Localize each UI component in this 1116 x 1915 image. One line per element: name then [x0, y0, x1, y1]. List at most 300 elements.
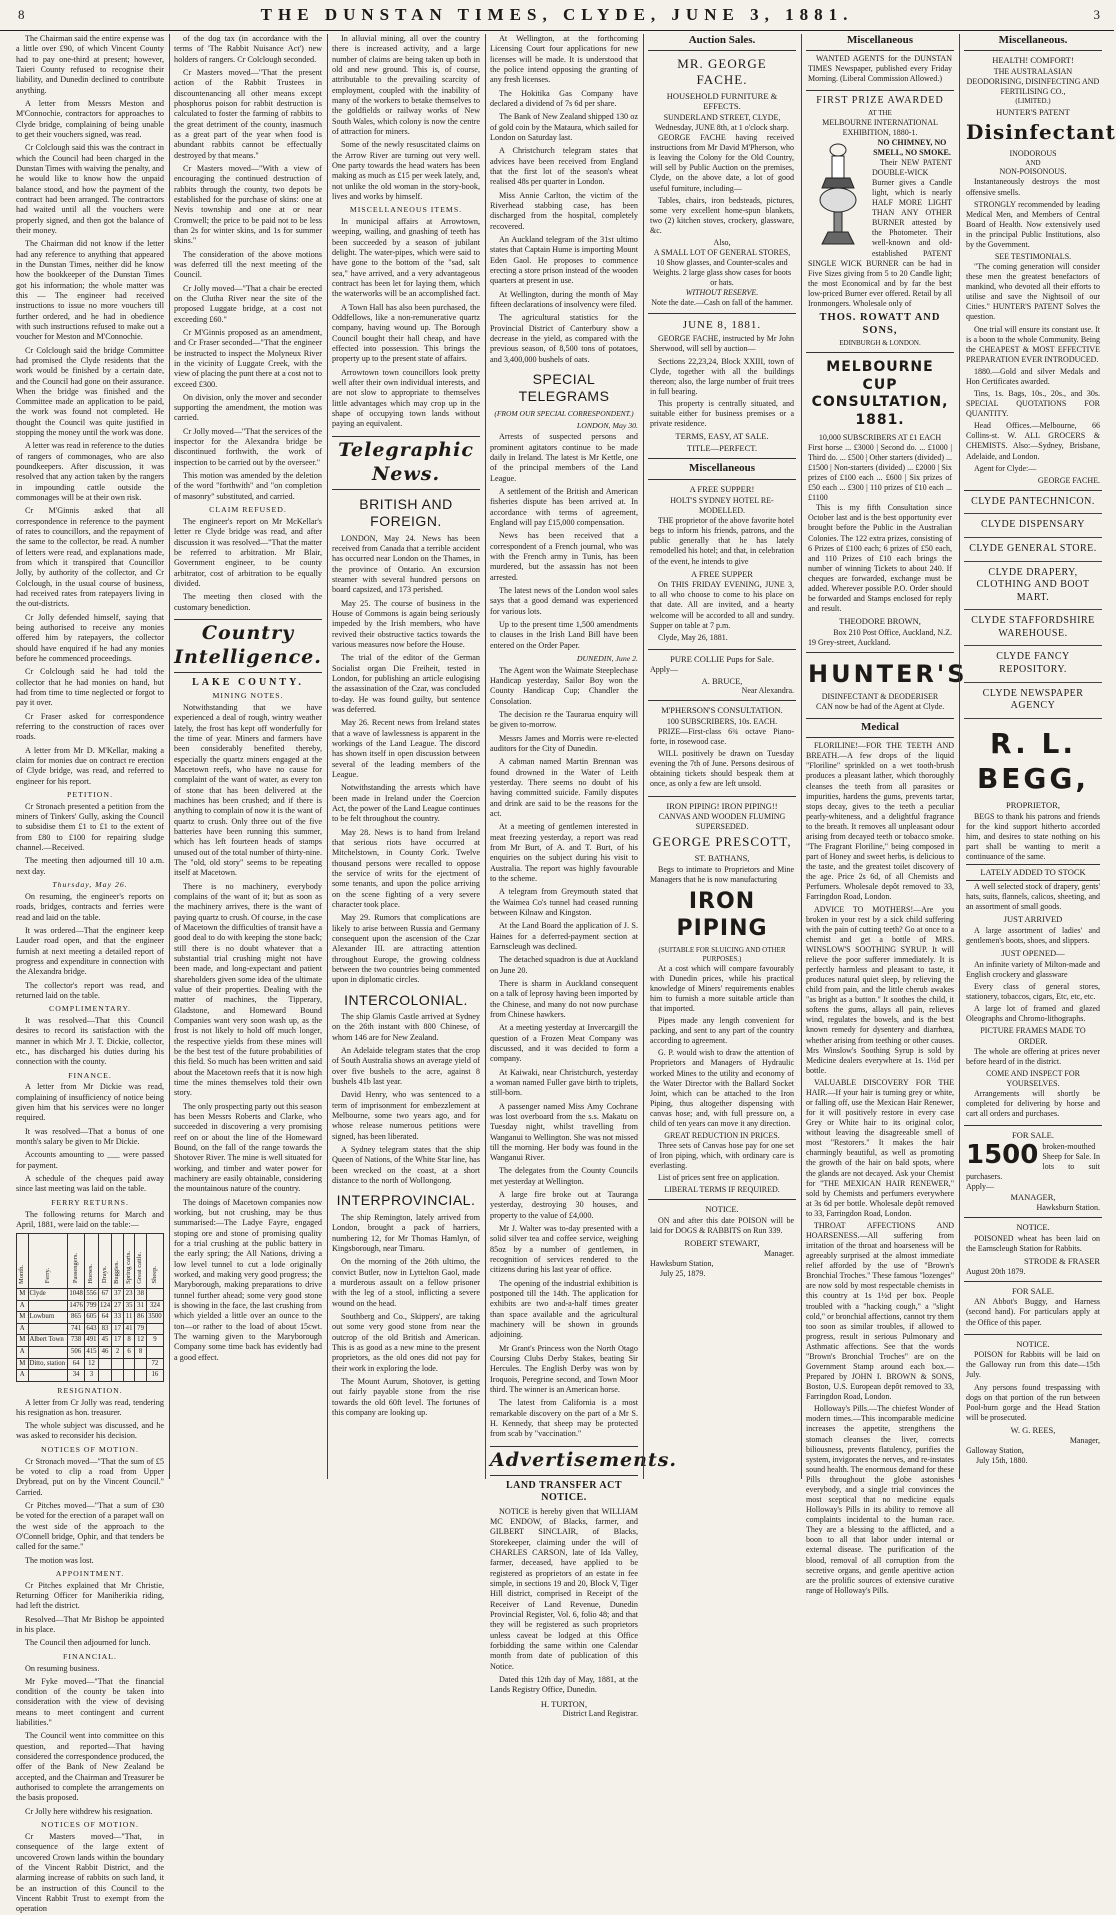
ad-text: MANAGER, — [1010, 1192, 1056, 1203]
subheading-claim-refused: CLAIM REFUSED. — [209, 505, 287, 515]
paragraph: In alluvial mining, all over the country there is increased activity, and a large number of claims are being taken up both in old and new ground. This is, of course, attributable to the prevailing scarcity of employment, coupled with the inability of many of the workers to betake themselves to the goldfields or railway works of New South Wales, which colony is now the centre of attraction for miners. — [332, 34, 480, 136]
table-cell: 67 — [98, 1289, 112, 1301]
paragraph: The meeting then adjourned till 10 a.m. next day. — [16, 856, 164, 876]
paragraph: A letter from Mr Dickie was read, complaining of insufficiency of notice being given him that his services were no longer required. — [16, 1082, 164, 1123]
store-name: CLYDE STAFFORDSHIRE WAREHOUSE. — [964, 610, 1102, 646]
ad-title: FOR SALE. — [1011, 1130, 1055, 1141]
section-head-auction: Auction Sales. — [648, 34, 796, 51]
paragraph: The doings of Macetown companies now working, but not crushing, may be thus summarised:—The Ladye Fayre, engaged stoping ore and stone of promising quality for a trial crushing at the public battery in the early spring; the All Nations, driving a low level tunnel to cut a lode originally worked, and making very good progress; the Maryborough, making preparations to drive tunnel further ahead; some very good stone is showing in the face, the last crushing from which yielded a little over an ounce to the ton—or rather to the load of about 15cwt. The warning given to the Maryborough Company some time back has evidently had a good effect. — [174, 1197, 322, 1362]
ad-advertiser: GEORGE PRESCOTT, — [652, 834, 792, 850]
paragraph: The following returns for March and April, 1881, were laid on the table:— — [16, 1209, 164, 1229]
table-cell: 33 — [112, 1312, 124, 1324]
table-cell: 2 — [112, 1347, 124, 1359]
ferry-returns-table — [16, 1233, 164, 1382]
ad-text: FLORILINE!—FOR THE TEETH AND BREATH.—A few drops of the liquid "Floriline" sprinkled on a wet tooth-brush produces a pleasant lather, which thoroughly cleanses the teeth from all parasites or impurities, hardens the gums, prevents tartar, stops decay, gives to the teeth a peculiar pearly-whiteness, and a delightful fragrance to the breath. It removes all unpleasant odour arising from decayed teeth or tobacco smoke. "The Fragrant Floriline," being composed in part of Honey and sweet herbs, is delicious to the taste, and the greatest toilet discovery of the age. Price 2s 6d, of all Chemists and Perfumers. Wholesale depôt removed to 33, Farringdon Road, London. — [806, 741, 954, 902]
ad-text: At a cost which will compare favourably with Dunedin prices, while his practical knowledge of Miners' requirements enables him to furnish a more suitable article than that imported. — [650, 963, 794, 1014]
subheading-motions: NOTICES OF MOTION. — [41, 1444, 139, 1454]
ad-subtitle: CANVAS AND WOODEN FLUMING SUPERSEDED. — [658, 812, 786, 832]
ad-begg — [964, 719, 1102, 1126]
ad-text: GEORGE FACHE having received instructions from Mr David M'Pherson, who is leaving the Colony for the Old Country, will sell by Public Auction on the premises, Clyde, on the above date, a lot of good useful furniture, including— — [650, 133, 794, 193]
ad-headline: IRON PIPING — [676, 888, 768, 942]
subheading-interprovincial: INTERPROVINCIAL. — [336, 1192, 476, 1209]
ad-subtitle: HOLT'S SYDNEY HOTEL RE-MODELLED. — [670, 496, 774, 516]
paragraph: May 29. Rumors that complications are likely to arise between Russia and Germany consequent upon the ascension of the Czar Alexander III. are attracting attention throughout Europe, the growing coldness between the two countries being commented upon in diplomatic circles. — [332, 913, 480, 985]
paragraph: Cr Stronach moved—"That the sum of £5 be voted to clip a road from Upper Drybread, put on by the Vincent Council." Carried. — [16, 1456, 164, 1497]
paragraph: Notwithstanding the arrests which have been made in Ireland under the Coercion Act, the power of the Land League continues to be felt throughout the country. — [332, 783, 480, 824]
ad-text: TITLE—PERFECT. — [687, 442, 757, 453]
masthead — [0, 0, 1114, 31]
ad-text: 10,000 SUBSCRIBERS AT £1 EACH — [818, 432, 942, 442]
paragraph: A schedule of the cheques paid away since last meeting was laid on the table. — [16, 1174, 164, 1194]
ad-text: Sections 22,23,24, Block XXIII, town of Clyde, together with all the buildings thereon; also, the large number of fruit trees in full bearing. — [650, 356, 794, 396]
ad-text: ROBERT STEWART, — [684, 1238, 760, 1249]
ad-text: The whole are offering at prices never before heard of in the district. — [966, 1046, 1100, 1066]
table-cell — [28, 1300, 68, 1312]
ad-text: (LIMITED.) — [1015, 96, 1051, 105]
table-header-label: Drays. — [100, 1266, 108, 1284]
paragraph: Cr Jolly moved—"That the services of the inspector for the Alexandra bridge be discontinued forthwith, the work of inspection to be carried out by the overseer." — [174, 426, 322, 467]
ad-text: THE AUSTRALASIAN DEODORISING, DISINFECTING AND FERTILISING CO., — [966, 66, 1100, 96]
table-cell — [123, 1370, 135, 1382]
table-cell — [98, 1370, 112, 1382]
ad-text: NON-POISONOUS. — [999, 167, 1067, 177]
ad-text: Head Offices.—Melbourne, 66 Collins-st. W. ALL GROCERS & CHEMISTS. Also:—Sydney, Brisbane, Adelaide, and London. — [966, 421, 1100, 461]
table-cell: Albert Town — [28, 1335, 68, 1347]
ad-text: GEORGE FACHE, instructed by Mr John Sherwood, will sell by auction— — [650, 334, 794, 354]
paragraph: A Sydney telegram states that the ship Queen of Nations, of the White Star line, has been wrecked on the coast, at a short distance to the north of Wollongong. — [332, 1145, 480, 1186]
ad-text: Pipes made any length convenient for packing, and sent to any part of the country according to agreement. — [650, 1016, 794, 1046]
ad-text: Apply— — [650, 665, 678, 675]
ad-title: M'PHERSON'S CONSULTATION. — [661, 705, 783, 716]
ad-title: PURE COLLIE Pups for Sale. — [670, 653, 774, 664]
ad-text: July 15th, 1880. — [976, 1455, 1028, 1465]
ad-text: This property is centrally situated, and suitable either for business premises or a private residence. — [650, 398, 794, 428]
paragraph: Cr Colclough said the bridge Committee had promised the Clyde residents that the work would be finished by a certain date, and the Council had gone on their assurance. When the bridge was finished and the Committee made an application to be paid, the work was found not completed. He thought the Council was quite justified in stopping the money until the work was done. — [16, 345, 164, 438]
special-telegrams-source: (FROM OUR SPECIAL CORRESPONDENT.) — [494, 409, 634, 419]
ad-text: NO CHIMNEY, NO SMELL, NO SMOKE. — [873, 137, 951, 157]
table-cell: A — [17, 1347, 29, 1359]
table-header-label: Spring carts. — [124, 1250, 132, 1284]
paragraph: Cr Colclough said this was the contract in which the Council had been charged in the Dunstan Times with waiving the penalty, and he would like to know how the unpaid balance stood, and how the payment of the contract had been arranged. The contractors had waited until all the vouchers were properly signed, and then got the balance of their money. — [16, 143, 164, 235]
ad-title: A FREE SUPPER! — [689, 484, 755, 495]
paragraph: The opening of the industrial exhibition is postponed till the 14th. The application for exhibits are two and-a-half times greater than space available and the agricultural machinery will be shown in grounds adjoining. — [490, 1278, 638, 1340]
dateline: LONDON, May 30. — [576, 420, 638, 430]
table-cell: 1476 — [68, 1300, 85, 1312]
signature-title: District Land Registrar. — [562, 1709, 638, 1719]
table-cell: M — [17, 1289, 29, 1301]
paragraph: The Council then adjourned for lunch. — [25, 1638, 151, 1648]
ad-text: ON and after this date POISON will be laid for DOGS & RABBITS on Run 339. — [650, 1216, 794, 1236]
ad-location: ST. BATHANS, — [694, 852, 750, 863]
table-cell: 124 — [98, 1300, 112, 1312]
paragraph: The Bank of New Zealand shipped 130 oz of gold coin by the Mataura, which sailed for London on Saturday last. — [490, 112, 639, 142]
subheading-appointment: APPOINTMENT. — [55, 1568, 125, 1578]
table-cell: 6 — [123, 1347, 135, 1359]
table-header — [98, 1234, 112, 1289]
ad-advertiser: THOS. ROWATT AND SONS, — [819, 311, 941, 337]
table-cell: 27 — [112, 1300, 124, 1312]
table-cell: 415 — [85, 1347, 99, 1359]
table-header — [68, 1234, 85, 1289]
ad-text: Galloway Station, — [966, 1445, 1024, 1455]
table-cell: A — [17, 1323, 29, 1335]
subheading-misc-items: MISCELLANEOUS ITEMS. — [349, 205, 463, 215]
ad-rowatt-lamps — [806, 91, 954, 353]
store-name: CLYDE NEWSPAPER AGENCY — [964, 683, 1102, 719]
ad-text: WANTED AGENTS for the DUNSTAN TIMES Newspaper, published every Friday Morning. (Liberal Commission Allowed.) — [808, 53, 952, 84]
store-name: CLYDE PANTECHNICON. — [964, 491, 1102, 515]
ad-text: First horse ... £3000 | Second do. ... £1000 | Third do. ... £500 | Other starters (divided) ... £1500 | Non-starters (divided) ... £2000 | Six prizes of £100 each ... £600 | Six prizes of £50 each ... £300 | 110 prizes of £10 each ... £1100 — [808, 442, 953, 503]
paragraph: The meeting then closed with the customary benediction. — [174, 592, 322, 612]
ad-text: On THIS FRIDAY EVENING, JUNE 3, to all who choose to come to his place on that date. All are invited, and a hearty welcome will be accorded to all and sundry. Supper on table at 7 p.m. — [650, 580, 794, 630]
ad-subtitle: HOUSEHOLD FURNITURE & EFFECTS. — [666, 90, 778, 112]
column-rule — [801, 34, 802, 1479]
table-cell: M — [17, 1335, 29, 1347]
signature-name: H. TURTON, — [540, 1698, 588, 1709]
paragraph: May 25. The course of business in the House of Commons is again being seriously impeded by the Irish members, who have revived their obstructive tactics towards the various measures now before the House. — [332, 598, 480, 650]
table-cell — [123, 1358, 135, 1370]
ad-text: THEODORE BROWN, — [839, 616, 921, 627]
paragraph: Accounts amounting to ___ were passed for payment. — [16, 1150, 164, 1170]
ad-subtitle: 100 SUBSCRIBERS, 10s. EACH. — [666, 717, 778, 727]
section-head-misc: Miscellaneous — [806, 34, 954, 51]
page-number-right: 3 — [1093, 7, 1100, 22]
ad-text: TERMS, EASY, AT SALE. — [675, 431, 769, 442]
paragraph: Cr Jolly moved—"That a chair be erected on the Clutha River near the site of the proposed Luggate bridge, at a cost not exceeding £60." — [174, 283, 322, 324]
page-number-left: 8 — [18, 7, 25, 22]
paragraph: Resolved—That Mr Bishop be appointed in his place. — [16, 1614, 164, 1635]
paragraph: An Auckland telegram of the 31st ultimo states that Captain Hume is importing Mount Eden Gaol. He proposes to commence erecting a store prison instead of the wooden quarters at present in use. — [490, 234, 638, 286]
ad-text: Near Alexandra. — [741, 686, 794, 696]
table-cell: Ditto, station — [28, 1358, 68, 1370]
table-cell — [28, 1323, 68, 1335]
ad-text: Instantaneously destroys the most offensive smells. — [966, 177, 1100, 197]
table-cell: 506 — [68, 1347, 85, 1359]
ad-title: FOR SALE. — [1011, 1285, 1055, 1296]
ad-text: PRIZE—First-class 6¾ octave Piano-forte, in rosewood case. — [650, 727, 794, 747]
table-header — [123, 1234, 135, 1289]
paragraph: In municipal affairs at Arrowtown, weeping, wailing, and gnashing of teeth has been succeeded by a season of jubilant delight. The water-pipes, which were said to have gone to the bottom of the "sad, salt sea," have arrived, and a very advantageous contract has been let for laying them, which the waterworks will be an accomplished fact. — [332, 217, 481, 299]
paragraph: The latest from California is a most remarkable discovery on the part of a Mr S. H. Kennedy, that sheep may be protected from scab by "vaccination." — [490, 1398, 638, 1439]
table-cell — [28, 1347, 68, 1359]
section-head-misc: Miscellaneous — [648, 459, 796, 480]
ad-text: A SMALL LOT OF GENERAL STORES, 10 Show glasses, and Counter-scales and Weights. 2 large glass show cases for boots or hats. — [652, 248, 792, 288]
table-cell: 9 — [146, 1335, 163, 1347]
paragraph: A settlement of the British and American fisheries dispute has been arrived at. In accordance with terms of agreement, England will pay £15,000 compensation. — [490, 486, 638, 527]
paragraph: A letter from Messrs Meston and M'Connochie, contractors for approaches to Clyde bridge, complaining of being unable to get their vouchers signed, was read. — [16, 98, 164, 139]
paragraph: NOTICE is hereby given that WILLIAM MC ENDOW, of Blacks, farmer, and GILBERT SINCLAIR, of Blacks, Storekeeper, claiming under the will of CHARLES CARSON, late of Ida Valley, farmer, deceased, have applied to be registered as proprietors of an estate in fee simple, in sections 19 and 20, Block V, Tiger Hill district, comprised in Receipt of the Receiver of Land Revenue, Dunedin Provincial Register, Vol. 6, folio 48; and that they will be registered as such proprietors unless caveat be lodged at this Office forbidding the same within one Calendar month from date of publication of this Notice. — [490, 1506, 638, 1671]
table-cell: 605 — [85, 1312, 99, 1324]
ad-text: A. BRUCE, — [701, 675, 743, 686]
ad-title: FIRST PRIZE AWARDED — [816, 95, 944, 107]
ad-headline: HUNTER'S — [808, 660, 968, 688]
ad-title: HEALTH! COMFORT! — [992, 54, 1074, 65]
table-row — [17, 1323, 164, 1335]
paragraph: May 28. News is to hand from Ireland that serious riots have occurred at Mitchelstown, in County Cork. Twelve thousand persons were recalled to oppose the service of writs for the ejectment of some tenants, and upon the police arriving on the scene fighting of a very severe character took place. — [332, 827, 480, 909]
column-rule — [959, 34, 960, 1479]
ad-text: CAN now be had of the Agent at Clyde. — [816, 702, 945, 712]
table-cell — [146, 1289, 163, 1301]
table-cell: A — [17, 1300, 29, 1312]
ad-text: AN Abbot's Buggy, and Harness (second hand). For particulars apply at the Office of this paper. — [966, 1297, 1100, 1327]
paragraph: Arrests of suspected persons and prominent agitators continue to be made daily in Ireland. The latest is Mr Kettle, one of the principal members of the Land League. — [490, 432, 638, 483]
column-rule — [485, 34, 486, 1479]
ad-text: Agent for Clyde:— — [974, 463, 1037, 473]
table-cell: 491 — [85, 1335, 99, 1347]
store-name: CLYDE GENERAL STORE. — [964, 538, 1102, 562]
table-cell — [146, 1323, 163, 1335]
table-row — [17, 1300, 164, 1312]
ad-wanted-agents — [806, 51, 954, 91]
table-cell: 41 — [123, 1323, 135, 1335]
subheading-financial: FINANCIAL. — [63, 1651, 117, 1661]
paragraph: It was resolved—That this Council desires to record its satisfaction with the manner in which Mr J. T. Dickie, collector, etc., has discharged his duties during his connection with the county. — [16, 1015, 164, 1067]
paragraph: Cr Masters moved—"That, in consequence of the large extent of uncovered Crown lands within the boundary of the Vincent Rabbit District, and the alarming increase of rabbits on such land, it be an instruction of this Council to the Vincent Rabbit Trust to exempt from the operation — [16, 1831, 164, 1914]
paragraph: The consideration of the above motions was deferred till the next meeting of the Council. — [174, 249, 322, 280]
ad-text: AND — [1025, 158, 1041, 167]
dateline: DUNEDIN, June 2. — [576, 653, 638, 663]
ad-notice-stewart — [648, 1200, 796, 1283]
table-header-label: Passengers. — [72, 1253, 80, 1284]
table-cell: 11 — [123, 1312, 135, 1324]
paragraph: The Mount Aurum, Shotover, is getting out fairly payable stone from the rise towards the old 60ft level. The fortunes of this company are looking up. — [332, 1376, 480, 1417]
table-cell: 37 — [112, 1289, 124, 1301]
table-row — [17, 1312, 164, 1324]
ad-text: Manager. — [764, 1249, 794, 1258]
ad-text: A large lot of framed and glazed Oleographs and Chromo-lithographs. — [966, 1004, 1100, 1024]
ad-text: An infinite variety of Milton-made and English crockery and glassware — [966, 959, 1100, 980]
paragraph: The delegates from the County Councils met yesterday at Wellington. — [490, 1166, 638, 1186]
ad-text: broken-mouthed Sheep for Sale. In lots to suit purchasers. — [966, 1141, 1100, 1182]
paragraph: The Agent won the Waimate Steeplechase Handicap yesterday, Sailor Boy won the County Handicap Cup; Chandler the Consolation. — [490, 665, 638, 706]
table-header-label: Buggies. — [113, 1260, 121, 1284]
paragraph: The latest news of the London wool sales says that a good demand was experienced for various lots. — [490, 585, 638, 616]
ad-text: AT THE — [868, 108, 892, 117]
table-cell: 83 — [98, 1323, 112, 1335]
newspaper-title: THE DUNSTAN TIMES, CLYDE, JUNE 3, 1881. — [260, 5, 854, 24]
paragraph: A large fire broke out at Tauranga yesterday, destroying 30 houses, and property to the value of £4,000. — [490, 1190, 638, 1220]
table-cell — [98, 1358, 112, 1370]
ad-advertiser: MR. GEORGE FACHE. — [677, 55, 767, 88]
ad-text: Every class of general stores, stationery, tobaccos, cigars, Etc, etc, etc. — [966, 982, 1100, 1002]
ad-title: NOTICE. — [1016, 1338, 1050, 1349]
paragraph: A letter was read in reference to the duties of rangers of commonages, who are also poundkeepers. After discussion, it was resolved that any action taken by the rangers in impounding cattle outside the commonages will be at their own risk. — [16, 441, 164, 503]
paragraph: Cr Fraser asked for correspondence referring to the construction of races over roads. — [16, 711, 164, 742]
ad-text: Apply— — [966, 1182, 994, 1192]
ad-text: WILL positively be drawn on Tuesday evening the 7th of June. Persons desirous of obtaining tickets should bespeak them at once, as only a few are left unsold. — [650, 749, 794, 789]
table-cell: 3500 — [146, 1312, 163, 1324]
paragraph: A Town Hall has also been purchased, the Oddfellows, like a non-remunerative quartz company, having wound up. The Borough Council bought their hall cheap, and have effected into possession. This brings the property up to the present state of affairs. — [332, 302, 480, 364]
table-cell: 556 — [85, 1289, 99, 1301]
paragraph: A cabman named Martin Brennan was found drowned in the Water of Leith yesterday. There seems no doubt of his having committed suicide. Family disputes and drink are said to be the reasons for the act. — [490, 757, 638, 818]
column-rule — [169, 34, 170, 1479]
paragraph: Cr M'Ginnis proposed as an amendment, and Cr Fraser seconded—"That the engineer be instructed to inspect the Molyneux River in the vicinity of Luggate Creek, with the view of placing the punt there at a cost not to exceed £300. — [174, 327, 322, 389]
table-cell — [135, 1358, 147, 1370]
ad-text: SEE TESTIMONIALS. — [994, 252, 1072, 262]
table-cell: 23 — [123, 1289, 135, 1301]
table-cell: 46 — [98, 1347, 112, 1359]
paragraph: A passenger named Miss Amy Cochrane was lost overboard from the s.s. Makatu on Tuesday night, whilst travelling from Wanganui to Wellington. She was not missed till the morning. Her body was found in the Wanganui River. — [490, 1101, 638, 1163]
ad-text: JUST OPENED— — [1001, 948, 1065, 959]
subheading-ferry: FERRY RETURNS. — [51, 1197, 129, 1207]
ad-text: Three sets of Canvas hose pay for one set of Iron piping, which, with ordinary care is everlasting. — [650, 1141, 794, 1171]
table-cell: Clyde — [28, 1289, 68, 1301]
paragraph: Mr Fyke moved—"That the financial condition of the county be taken into consideration with the view of devising means to meet contingent and current liabilities." — [16, 1676, 164, 1728]
ad-text: MELBOURNE INTERNATIONAL EXHIBITION, 1880-1. — [822, 117, 938, 137]
paragraph: A letter from Mr D. M'Kellar, making a claim for monies due on contract re erection of Clyde bridge, was read, and referred to engineer for his report. — [16, 745, 164, 786]
ad-text: Hawksburn Station, — [650, 1259, 714, 1269]
ad-text: A FREE SUPPER — [691, 568, 753, 579]
paragraph: David Henry, who was sentenced to a term of imprisonment for embezzlement at Melbourne, some two years ago, and for whose release numerous petitions were signed, has been liberated. — [332, 1090, 480, 1141]
ad-date: JUNE 8, 1881. — [682, 318, 762, 331]
ad-notice-earnscleugh — [964, 1218, 1102, 1282]
ad-text: POISONED wheat has been laid on the Earnscleugh Station for Rabbits. — [966, 1233, 1100, 1253]
ad-text: HUNTER'S PATENT — [996, 106, 1070, 117]
section-title-telegraphic-news: Telegraphic News. — [332, 436, 480, 490]
section-head-medical: Medical — [806, 719, 954, 738]
table-cell: 8 — [123, 1335, 135, 1347]
ad-text: INODOROUS — [1009, 148, 1057, 158]
ad-text: Tables, chairs, iron bedsteads, pictures, some very excellent home-spun blankets, two (2) kitchen stoves, crockery, glassware, &c. — [650, 195, 794, 235]
paragraph: Cr Colclough said he had told the collector that he had monies on hand, but had from time to time neglected or forgot to pay it over. — [16, 667, 164, 708]
ad-title: IRON PIPING! IRON PIPING!! — [666, 800, 778, 811]
table-header — [28, 1234, 68, 1289]
store-name: CLYDE DISPENSARY — [964, 514, 1102, 538]
paragraph: There is sharm in Auckland consequent on a talk of leprosy having been imported by the Chinese, and many do not now purchase from Chinese hawkers. — [490, 978, 638, 1019]
table-cell: 17 — [112, 1335, 124, 1347]
ad-text: Hawksburn Station. — [1036, 1202, 1100, 1212]
table-cell: 738 — [68, 1335, 85, 1347]
ad-headline: R. L. BEGG, — [976, 726, 1090, 796]
ad-headline: MELBOURNE CUP CONSULTATION, 1881. — [811, 359, 949, 429]
table-header-label: Month. — [18, 1264, 26, 1284]
ad-text: G. P. would wish to draw the attention of Proprietors and Managers of Hydraulic worked Mines to the utility and economy of the Water Director with the Ballard Socket Joint, which can be attached to the Iron Piping, thus altogether dispensing with canvas hose; and, with full pressure on, a child of ten years can move it any direction. — [650, 1048, 794, 1128]
ad-text: Any persons found trespassing with dogs on that portion of the run between Pool-burn gorge and the Head Station will be prosecuted. — [966, 1382, 1100, 1422]
paragraph: Up to the present time 1,500 amendments to clauses in the Irish Land Bill have been entered on the Order Paper. — [490, 619, 638, 650]
ad-text: EDINBURGH & LONDON. — [839, 339, 921, 348]
paragraph: The engineer's report on Mr McKellar's letter re Clyde bridge was read, and after discussion it was resolved—"That the matter be referred to arbitration. Mr Blair, Government engineer, to be county arbitrator, cost of arbitration to be equally divided. — [174, 516, 322, 588]
ad-text: THE proprietor of the above favorite hotel begs to inform his friends, patrons, and the public generally that he has lately remodelled his hotel; and that, in celebration of the event, he intends to give — [650, 516, 794, 566]
paragraph: Cr Pitches explained that Mr Christie, Returning Officer for Maniherikia riding, had left the district. — [16, 1580, 164, 1611]
subheading-special-telegrams: SPECIAL TELEGRAMS — [518, 370, 610, 405]
ad-text: STRODE & FRASER — [1023, 1255, 1100, 1266]
ad-text: July 25, 1879. — [660, 1269, 706, 1279]
ad-text: W. G. REES, — [1010, 1424, 1056, 1435]
subheading-complimentary: COMPLIMENTARY. — [49, 1004, 131, 1014]
ad-text: GREAT REDUCTION IN PRICES. — [664, 1130, 780, 1140]
column-3 — [332, 34, 480, 1479]
paragraph: Messrs James and Morris were re-elected auditors for the City of Dunedin. — [490, 733, 638, 754]
column-7 — [964, 34, 1116, 1479]
table-row — [17, 1370, 164, 1382]
paragraph: Cr Jolly here withdrew his resignation. — [25, 1806, 153, 1816]
table-cell: A — [17, 1370, 29, 1382]
paragraph: A Christchurch telegram states that advices have been received from England that the first lot of the season's wheat realised 48s per quarter in London. — [490, 146, 638, 187]
paragraph: It was resolved—That a bonus of one month's salary be given to Mr Dickie. — [16, 1126, 164, 1147]
subheading-thursday: Thursday, May 26. — [52, 880, 128, 890]
ad-text: COME AND INSPECT FOR YOURSELVES. — [986, 1068, 1080, 1088]
table-cell: 64 — [98, 1312, 112, 1324]
store-name: CLYDE FANCY REPOSITORY. — [964, 646, 1102, 682]
table-cell: 45 — [98, 1335, 112, 1347]
land-transfer-heading: LAND TRANSFER ACT NOTICE. — [505, 1479, 623, 1504]
subheading-mining-notes: MINING NOTES. — [212, 691, 284, 701]
table-header — [146, 1234, 163, 1289]
ad-date: SUNDERLAND STREET, CLYDE, Wednesday, JUNE 8th, at 1 o'clock sharp. — [655, 113, 789, 133]
paragraph: The agricultural statistics for the Provincial District of Canterbury show a decrease in the yield, as compared with the previous season, of 8,500 tons of potatoes, and 3,400,000 bushels of oats. — [490, 313, 638, 364]
ad-text: LIBERAL TERMS IF REQUIRED. — [664, 1185, 780, 1195]
paragraph: A letter from Cr Jolly was read, tendering his resignation as hon. treasurer. — [16, 1397, 164, 1417]
subheading-lake-county: LAKE COUNTY. — [192, 676, 304, 688]
paragraph: The collector's report was read, and returned laid on the table. — [16, 980, 164, 1000]
paragraph: At the Land Board the application of J. S. Haines for a deferred-payment section at Earnscleugh was declined. — [490, 921, 638, 951]
paragraph: On resuming business. — [25, 1663, 100, 1673]
paragraph: LONDON, May 24. News has been received from Canada that a terrible accident has occurred near London on the Thames, in the province of Ontario. An excursion steamer with several hundred persons on board capsized, and 173 perished. — [332, 533, 480, 595]
table-cell: 799 — [85, 1300, 99, 1312]
paragraph: Miss Annie Carlton, the victim of the Riverhead stabbing case, has been discharged from the hospital, completely recovered. — [490, 190, 638, 231]
table-cell: 64 — [68, 1358, 85, 1370]
table-row — [17, 1289, 164, 1301]
paragraph: Notwithstanding that we have experienced a deal of rough, wintry weather lately, the frost has kept off wonderfully for the time of year. Miners and farmers have been considerably benefited thereby, especially the quartz miners engaged at the Macetown reefs, who have no cause for complaint of the want of water, as every ton of stone that has been delivered at the machines has been crushed; and if there is anything to complain of now it is the want of quartz to crush. Only three out of the five batteries have been running this summer, which has left fourteen heads of stamps unused out of the total number of thirty-nine. The "old, old story" seems to be repeating itself at Macetown. — [174, 703, 322, 878]
table-row — [17, 1347, 164, 1359]
paragraph: On resuming, the engineer's reports on roads, bridges, contracts and ferries were read and laid on the table. — [16, 891, 164, 922]
subheading-finance: FINANCE. — [68, 1070, 112, 1080]
ad-title: NOTICE. — [705, 1204, 739, 1215]
table-cell: 31 — [135, 1300, 147, 1312]
ad-notice-galloway — [964, 1335, 1102, 1470]
ad-headline: Disinfectant — [966, 120, 1116, 145]
paragraph: At a meeting of gentlemen interested in meat freezing yesterday, a report was read from Mr Burt, of A. and T. Burt, of his enquiries on the subject during his visit to Australia. The report was highly favourable to the scheme. — [490, 822, 638, 883]
table-cell: Lowburn — [28, 1312, 68, 1324]
ad-text: August 20th 1879. — [966, 1266, 1026, 1276]
ad-text: Also, — [713, 237, 731, 247]
section-head-misc: Miscellaneous. — [964, 34, 1102, 51]
column-6 — [806, 34, 968, 1595]
paragraph: The decision re the Taurarua enquiry will be given to-morrow. — [490, 710, 638, 730]
table-cell — [146, 1347, 163, 1359]
subheading-petition: PETITION. — [66, 789, 114, 799]
table-cell — [135, 1370, 147, 1382]
paragraph: At a meeting yesterday at Invercargill the question of a Frozen Meat Company was discussed, and it was decided to form a company. — [490, 1023, 638, 1064]
paragraph: At Kaiwaki, near Christchurch, yesterday a woman named Fuller gave birth to triplets, still-born. — [490, 1067, 638, 1098]
table-cell: M — [17, 1312, 29, 1324]
ad-text: THROAT AFFECTIONS AND HOARSENESS.—All suffering from irritation of the throat and hoarseness will be agreeably surprised at the almost immediate relief afforded by the use of "Brown's Bronchial Troches." These famous "lozenges" are now sold by most respectable chemists in this country at 1s 1½d per box. People troubled with a "hacking cough," a "slight cold," or bronchial affections, cannot try them too soon as similar troubles, if allowed to progress, result in serious Pulmonary and Asthmatic affections. See that the words "Brown's Bronchial Troches" are on the Government Stamp around each box.—Prepared by JOHN I. BROWN & SONS, Boston, U.S. European depôt removed to 33, Farringdon Road, London. — [806, 1220, 954, 1402]
ad-text: List of prices sent free on application. — [658, 1173, 780, 1183]
table-header — [85, 1234, 99, 1289]
table-cell — [112, 1358, 124, 1370]
table-cell: 643 — [85, 1323, 99, 1335]
paragraph: Some of the newly resuscitated claims on the Arrow River are turning out very well. One party towards the head waters has been making as much as £15 per week lately, and, not unlike the old woman in the story-book, lives and works by himself. — [332, 140, 480, 201]
ad-text: Their NEW PATENT DOUBLE-WICK Burner gives a Candle light, which is nearly HALF MORE LIGHT THAN ANY OTHER BURNER attested by the Photometer. Their well-known and old-established PATENT SINGLE WICK BURNER can be had in Five Sizes giving from 5 to 20 Candle light; the most Economical and by far the best low-priced Burner ever offered. Retail by all Ironmongers. Wholesale only of — [808, 157, 952, 308]
ad-text: BEGS to thank his patrons and friends for the kind support hitherto accorded him, and desires to state nothing on his part shall be wanting to merit a continuance of the same. — [966, 812, 1100, 862]
table-cell: 8 — [135, 1347, 147, 1359]
table-cell — [112, 1370, 124, 1382]
ad-text: Tins, 1s. Bags, 10s., 20s., and 30s. SPECIAL QUOTATIONS FOR QUANTITY. — [966, 389, 1100, 419]
ad-free-supper — [648, 480, 796, 649]
ad-text: One trial will ensure its constant use. It is a boon to the whole Community. Being the CHEAPEST & MOST EFFECTIVE PREPARATION EVER INTRODUCED. — [966, 324, 1100, 364]
column-rule — [643, 34, 644, 1479]
ad-text: STRONGLY recommended by leading Medical Men, and Members of Central Board of Health. Now extensively used in the principal Public Institutions, also by the Government. — [966, 199, 1100, 249]
ad-text: 19 Grey-street, Auckland. — [808, 637, 891, 647]
paragraph: On the morning of the 26th ultimo, the convict Butler, now in Lyttelton Gaol, made a murderous assault on a fellow prisoner with the leg of a stool, inflicting a severe wound on the head. — [332, 1257, 480, 1308]
ad-consultation — [648, 701, 796, 796]
ad-text: Clyde, May 26, 1881. — [658, 632, 728, 642]
section-title-country-intelligence: Country Intelligence. — [174, 619, 322, 673]
ad-title: NOTICE. — [1016, 1222, 1050, 1233]
paragraph: Cr Masters moved—"With a view of encouraging the continued destruction of rabbits through the county, two depots be established for the purchase of skins: one at Nevis township and one at or near Cromwell; the price to be paid not to be less than 2s for winter skins, and 1s for summer skins." — [174, 163, 322, 246]
ad-text: A large assortment of ladies' and gentlemen's boots, shoes, and slippers. — [966, 926, 1100, 946]
table-cell: 16 — [146, 1370, 163, 1382]
